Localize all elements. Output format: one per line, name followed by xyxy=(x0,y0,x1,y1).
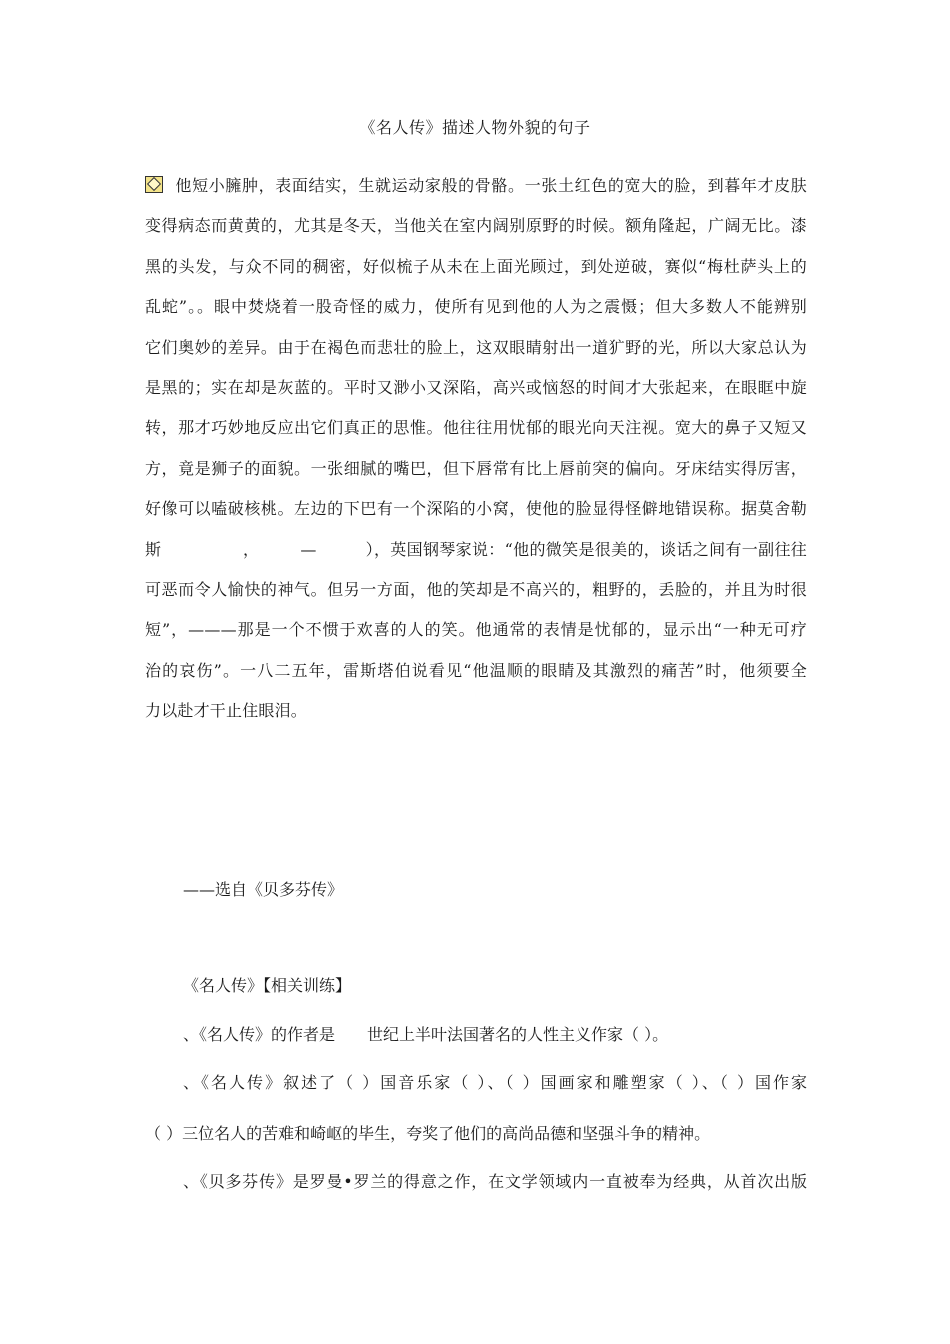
question-2-line-1: 、《名人传》叙述了（ ）国音乐家（ ）、（ ）国画家和雕塑家（ ）、（ ）国作家 xyxy=(183,1073,807,1092)
passage-line: 乱蛇”。。眼中焚烧着一股奇怪的威力，使所有见到他的人为之震慑；但大多数人不能辨别 xyxy=(145,297,807,317)
passage-line: 短”，———那是一个不惯于欢喜的人的笑。他通常的表情是忧郁的，显示出“一种无可疗 xyxy=(145,620,807,640)
passage-line: 是黑的；实在却是灰蓝的。平时又渺小又深陷，高兴或恼怒的时间才大张起来，在眼眶中旋 xyxy=(145,377,807,397)
question-1: 、《名人传》的作者是 世纪上半叶法国著名的人性主义作家（ ）。 xyxy=(183,1025,669,1044)
question-2-line-2: （ ）三位名人的苦难和崎岖的毕生，夸奖了他们的高尚品德和坚强斗争的精神。 xyxy=(145,1124,711,1143)
comment-note-icon[interactable] xyxy=(145,176,163,193)
passage-line: 好像可以嗑破核桃。左边的下巴有一个深陷的小窝，使他的脸显得怪僻地错误称。据莫舍勒 xyxy=(145,499,807,519)
passage-line: 斯 ， — ），英国钢琴家说：“他的微笑是很美的，谈话之间有一副往往 xyxy=(145,539,807,559)
document-title: 《名人传》描述人物外貌的句子 xyxy=(359,118,591,137)
passage-line xyxy=(145,172,807,212)
question-2 xyxy=(145,1069,807,1148)
passage-line-text: 他短小臃肿，表面结实，生就运动家般的骨骼。一张土红色的宽大的脸，到暮年才皮肤 xyxy=(175,176,807,195)
passage-line: 方，竟是狮子的面貌。一张细腻的嘴巴，但下唇常有比上唇前突的偏向。牙床结实得厉害， xyxy=(145,458,807,478)
passage-line: 力以赴才干止住眼泪。 xyxy=(145,701,308,721)
passage-line: 黑的头发，与众不同的稠密，好似梳子从未在上面光顾过，到处逆破，赛似“梅杜萨头上的 xyxy=(145,256,807,276)
passage xyxy=(145,172,807,737)
passage-line: 转，那才巧妙地反应出它们真正的思惟。他往往用忧郁的眼光向天注视。宽大的鼻子又短又 xyxy=(145,418,807,438)
passage-line: 治的哀伤”。一八二五年，雷斯塔伯说看见“他温顺的眼睛及其激烈的痛苦”时，他须要全 xyxy=(145,660,807,680)
passage-line: 它们奥妙的差异。由于在褐色而悲壮的脸上，这双眼睛射出一道犷野的光，所以大家总认为 xyxy=(145,337,807,357)
passage-source: ——选自《贝多芬传》 xyxy=(183,880,344,899)
passage-line: 变得病态而黄黄的，尤其是冬天，当他关在室内阔别原野的时候。额角隆起，广阔无比。漆 xyxy=(145,216,807,236)
section-title: 《名人传》【相关训练】 xyxy=(183,976,352,995)
passage-line: 可恶而令人愉快的神气。但另一方面，他的笑却是不高兴的，粗野的，丢脸的，并且为时很 xyxy=(145,579,807,599)
question-3: 、《贝多芬传》是罗曼•罗兰的得意之作，在文学领域内一直被奉为经典，从首次出版 xyxy=(183,1172,807,1191)
